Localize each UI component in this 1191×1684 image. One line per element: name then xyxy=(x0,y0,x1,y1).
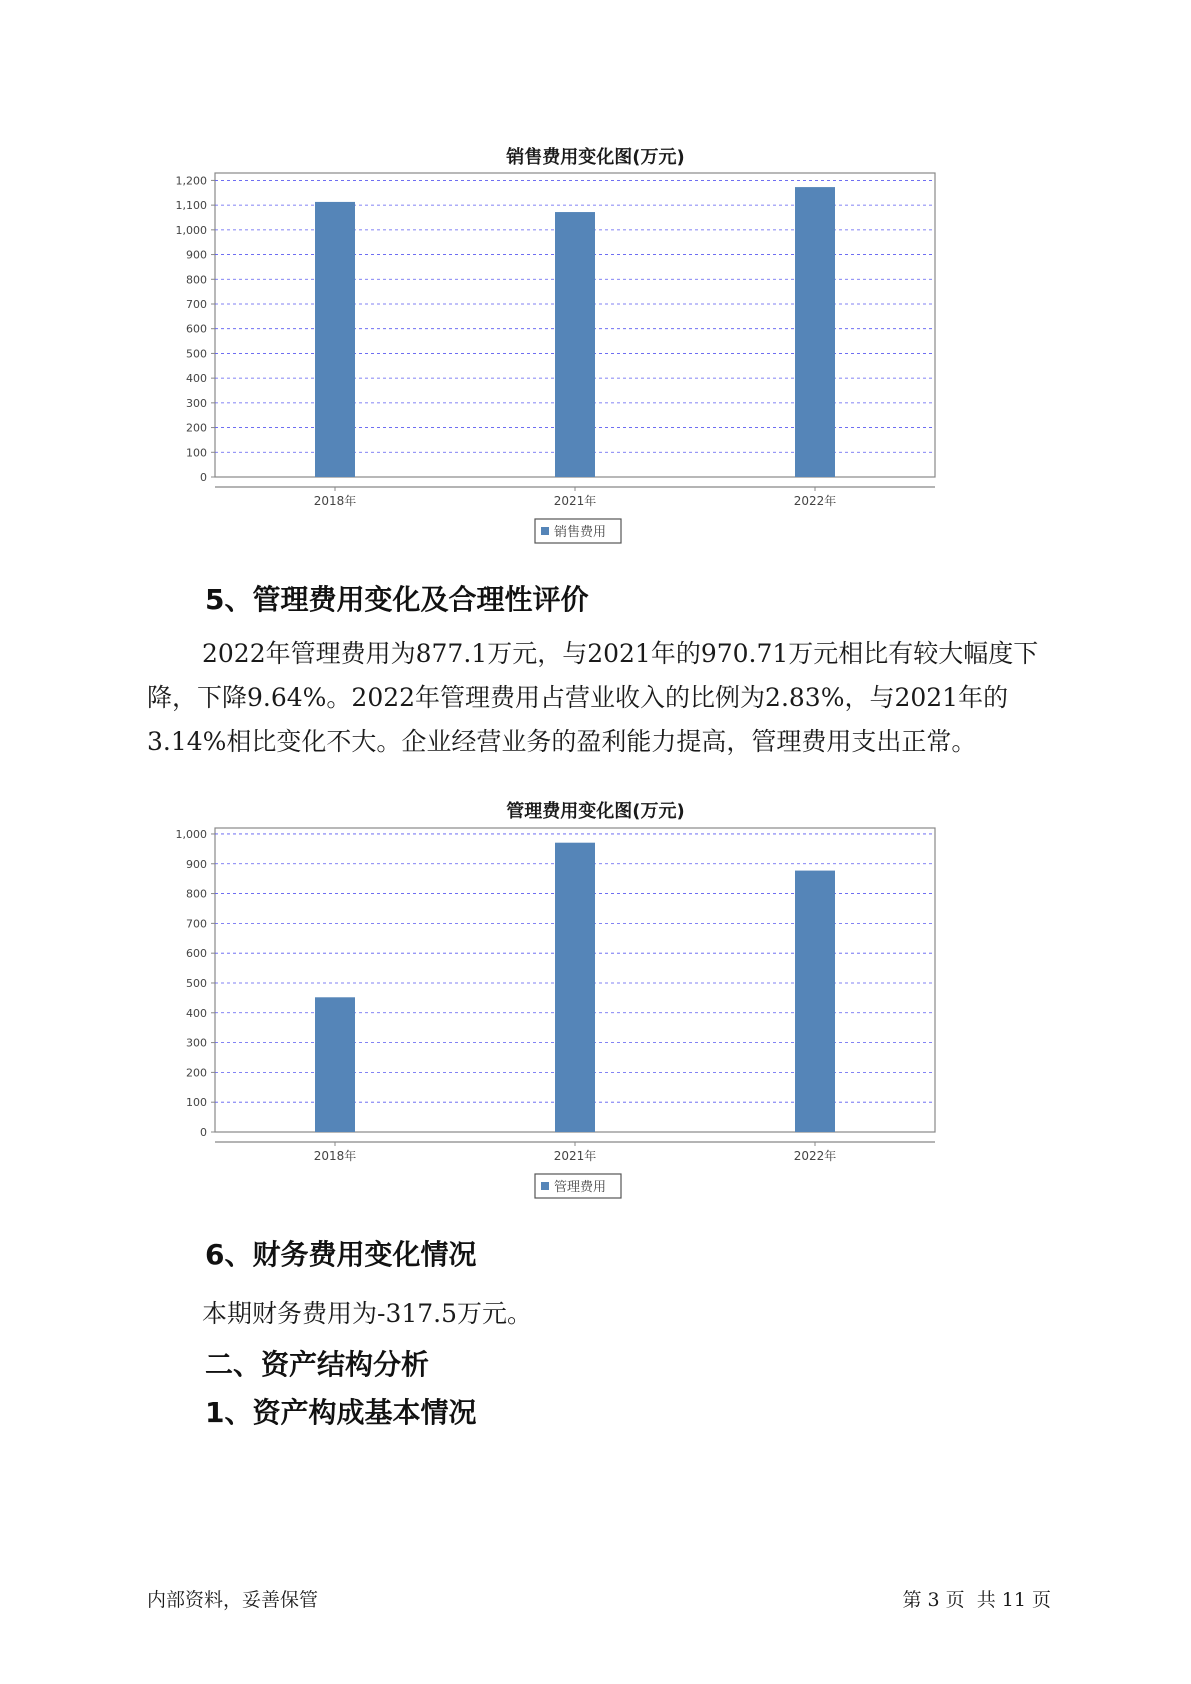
y-tick-label: 1,000 xyxy=(175,827,207,841)
legend-swatch xyxy=(541,1182,549,1190)
bar xyxy=(315,997,355,1132)
y-tick-label: 900 xyxy=(186,248,207,262)
section5-heading: 5、管理费用变化及合理性评价 xyxy=(205,583,589,616)
sales-expense-svg xyxy=(160,165,1040,550)
x-tick-label: 2018年 xyxy=(313,1149,357,1163)
bar xyxy=(555,212,595,477)
section6-heading: 6、财务费用变化情况 xyxy=(205,1238,477,1271)
part2-sub-heading: 1、资产构成基本情况 xyxy=(205,1396,477,1429)
x-tick-label: 2021年 xyxy=(553,1149,597,1163)
section5-paragraph: 2022年管理费用为877.1万元，与2021年的970.71万元相比有较大幅度下降，下降9.64%。2022年管理费用占营业收入的比例为2.83%，与2021年的3.14%相比变化不大。企业经营业务的盈利能力提高，管理费用支出正常。 xyxy=(147,639,1039,756)
part2-heading: 二、资产结构分析 xyxy=(205,1348,430,1381)
y-tick-label: 900 xyxy=(186,857,207,871)
y-tick-label: 700 xyxy=(186,917,207,931)
y-tick-label: 800 xyxy=(186,887,207,901)
y-tick-label: 400 xyxy=(186,372,207,386)
legend-swatch xyxy=(541,527,549,535)
chart-admin-expense xyxy=(160,820,1040,1209)
bar xyxy=(555,843,595,1132)
y-tick-label: 100 xyxy=(186,1096,207,1110)
y-tick-label: 1,200 xyxy=(175,174,207,188)
x-tick-label: 2021年 xyxy=(553,494,597,508)
y-tick-label: 400 xyxy=(186,1006,207,1020)
y-tick-label: 800 xyxy=(186,273,207,287)
chart-title-admin: 管理费用变化图(万元) xyxy=(506,801,685,822)
x-tick-label: 2022年 xyxy=(793,1149,837,1163)
chart-sales-expense xyxy=(160,165,1040,554)
footer-confidential-note: 内部资料，妥善保管 xyxy=(147,1589,319,1611)
y-tick-label: 500 xyxy=(186,347,207,361)
section6-paragraph: 本期财务费用为-317.5万元。 xyxy=(202,1299,533,1328)
x-tick-label: 2018年 xyxy=(313,494,357,508)
legend-label: 销售费用 xyxy=(554,525,607,540)
legend-label: 管理费用 xyxy=(554,1180,607,1195)
y-tick-label: 100 xyxy=(186,446,207,460)
y-tick-label: 1,000 xyxy=(175,223,207,237)
y-tick-label: 0 xyxy=(200,471,207,484)
bar xyxy=(315,202,355,477)
y-tick-label: 500 xyxy=(186,976,207,990)
y-tick-label: 200 xyxy=(186,1066,207,1080)
admin-expense-svg xyxy=(160,820,1040,1205)
y-tick-label: 600 xyxy=(186,947,207,961)
x-tick-label: 2022年 xyxy=(793,494,837,508)
bar xyxy=(795,187,835,477)
y-tick-label: 300 xyxy=(186,1036,207,1050)
y-tick-label: 1,100 xyxy=(175,199,207,213)
y-tick-label: 700 xyxy=(186,297,207,311)
footer-page-number: 第 3 页 共 11 页 xyxy=(902,1589,1051,1611)
y-tick-label: 600 xyxy=(186,322,207,336)
y-tick-label: 0 xyxy=(200,1126,207,1139)
chart-title-sales: 销售费用变化图(万元) xyxy=(506,147,685,168)
y-tick-label: 300 xyxy=(186,396,207,410)
y-tick-label: 200 xyxy=(186,421,207,435)
bar xyxy=(795,871,835,1132)
